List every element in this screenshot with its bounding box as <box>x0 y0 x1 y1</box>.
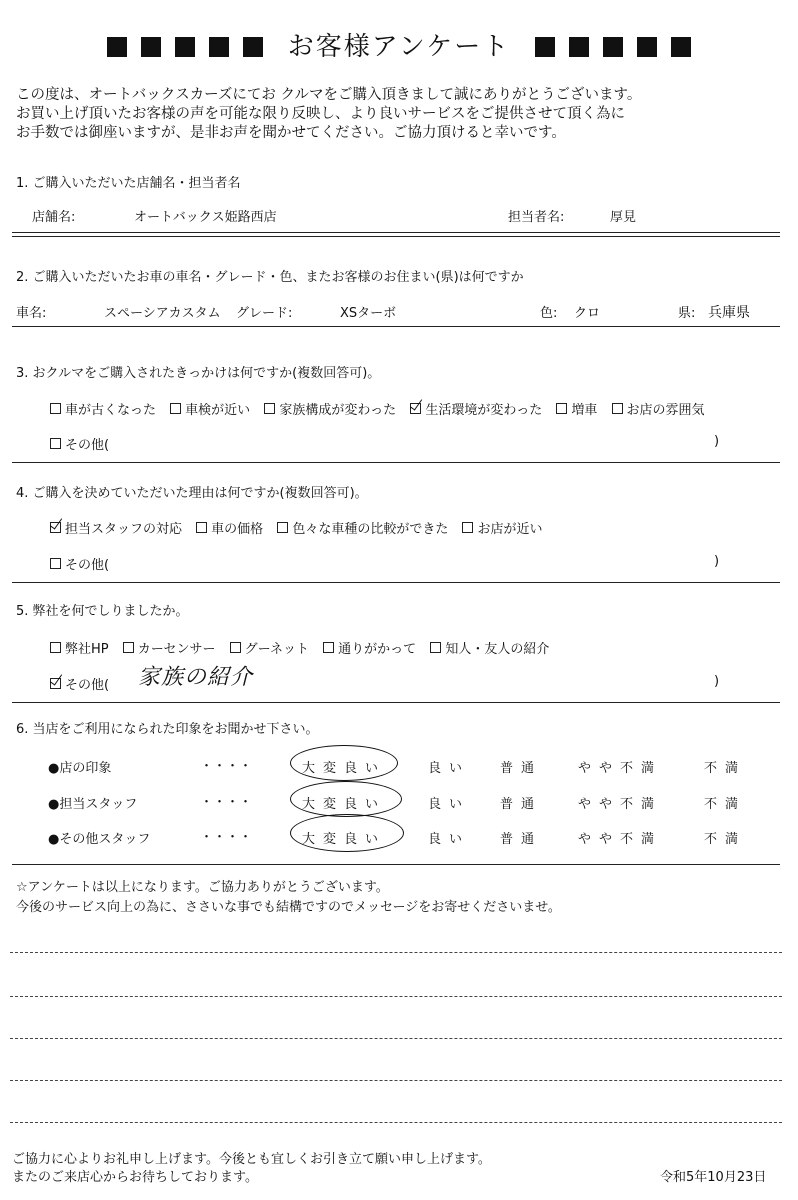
message-line[interactable] <box>10 1122 782 1123</box>
checkbox[interactable] <box>430 642 441 653</box>
intro-line: お手数では御座いますが、是非お声を聞かせてください。ご協力頂けると幸いです。 <box>16 125 566 141</box>
checkbox[interactable] <box>264 403 275 414</box>
title-square-decoration <box>107 37 127 57</box>
prefecture-label: 県: <box>678 306 696 321</box>
car-label: 車名: <box>16 306 47 321</box>
rating-very-good[interactable]: 大変良い <box>302 797 387 812</box>
checkbox[interactable] <box>123 642 134 653</box>
rating-good[interactable]: 良い <box>428 797 471 812</box>
color-label: 色: <box>540 306 558 321</box>
staff-label: 担当者名: <box>508 210 565 225</box>
option-label: カーセンサー <box>137 642 216 657</box>
checkbox[interactable] <box>230 642 241 653</box>
survey-title <box>0 26 798 63</box>
option-label: お店の雰囲気 <box>626 403 705 418</box>
footer-date: 令和5年10月23日 <box>660 1170 767 1185</box>
q4-option[interactable] <box>462 522 542 537</box>
title-square-decoration <box>603 37 623 57</box>
prefecture-value: 兵庫県 <box>708 305 750 321</box>
q3-other-close: ) <box>714 434 720 449</box>
checkbox[interactable] <box>556 403 567 414</box>
q1-heading: 1. ご購入いただいた店舗名・担当者名 <box>16 176 241 191</box>
option-label: 増車 <box>571 403 598 418</box>
rating-normal[interactable]: 普通 <box>500 761 543 776</box>
rating-slightly-dissatisfied[interactable]: やや不満 <box>578 832 663 847</box>
rating-normal[interactable]: 普通 <box>500 832 543 847</box>
title-square-decoration <box>535 37 555 57</box>
section-divider <box>12 702 780 703</box>
q3-option[interactable] <box>556 403 597 418</box>
grade-label: グレード: <box>236 306 293 321</box>
q5-other-handwritten-answer: 家族の紹介 <box>138 665 254 690</box>
rating-row-label: ●担当スタッフ <box>48 797 138 812</box>
q5-option[interactable] <box>230 642 309 657</box>
footer-gratitude: ご協力に心よりお礼申し上げます。今後とも宜しくお引き立て願い申し上げます。 <box>12 1152 491 1167</box>
option-label: 弊社HP <box>65 642 109 657</box>
message-line[interactable] <box>10 1038 782 1039</box>
leader-dots: ・・・・ <box>200 759 253 774</box>
rating-good[interactable]: 良い <box>428 832 471 847</box>
checkbox[interactable] <box>462 522 473 533</box>
other-label: その他( <box>65 678 110 693</box>
section-divider <box>12 864 780 865</box>
option-label: 車検が近い <box>185 403 251 418</box>
intro-paragraph <box>16 86 641 143</box>
option-label: お店が近い <box>477 522 543 537</box>
checkbox[interactable] <box>50 558 61 569</box>
selected-rating-circle <box>290 814 404 852</box>
q3-other[interactable] <box>50 434 109 453</box>
q4-options <box>50 518 552 537</box>
checkbox[interactable] <box>196 522 207 533</box>
checkbox-checked[interactable] <box>50 678 61 689</box>
title-square-decoration <box>175 37 195 57</box>
q5-option[interactable] <box>430 642 549 657</box>
color-value: クロ <box>574 306 601 321</box>
section-divider <box>12 232 780 237</box>
option-label: 知人・友人の紹介 <box>445 642 550 657</box>
q5-option[interactable] <box>50 642 109 657</box>
rating-row-label: ●その他スタッフ <box>48 832 151 847</box>
footer-welcome: またのご来店心からお待ちしております。 <box>12 1170 258 1185</box>
title-square-decoration <box>209 37 229 57</box>
selected-rating-circle <box>290 745 398 781</box>
rating-dissatisfied[interactable]: 不満 <box>704 797 747 812</box>
q3-option[interactable] <box>264 403 396 418</box>
q4-other[interactable] <box>50 554 109 573</box>
q4-option[interactable] <box>50 522 182 537</box>
option-label: 家族構成が変わった <box>279 403 397 418</box>
title-square-decoration <box>141 37 161 57</box>
option-label: 生活環境が変わった <box>425 403 543 418</box>
title-square-decoration <box>569 37 589 57</box>
rating-dissatisfied[interactable]: 不満 <box>704 832 747 847</box>
option-label: グーネット <box>244 642 310 657</box>
option-label: 担当スタッフの対応 <box>65 522 183 537</box>
checkbox[interactable] <box>277 522 288 533</box>
q3-option[interactable] <box>410 403 542 418</box>
option-label: 車の価格 <box>211 522 264 537</box>
rating-row-label: ●店の印象 <box>48 761 112 776</box>
checkbox[interactable] <box>50 642 61 653</box>
q4-other-close: ) <box>714 554 720 569</box>
checkbox[interactable] <box>323 642 334 653</box>
option-label: 通りがかって <box>338 642 417 657</box>
checkbox-checked[interactable] <box>50 522 61 533</box>
section-divider <box>12 326 780 327</box>
q5-heading: 5. 弊社を何でしりましたか。 <box>16 604 189 619</box>
q3-option[interactable] <box>170 403 250 418</box>
q5-options <box>50 638 559 657</box>
rating-good[interactable]: 良い <box>428 761 471 776</box>
leader-dots: ・・・・ <box>200 795 253 810</box>
q6-heading: 6. 当店をご利用になられた印象をお聞かせ下さい。 <box>16 722 319 737</box>
section-divider <box>12 462 780 463</box>
other-label: その他( <box>65 438 110 453</box>
rating-dissatisfied[interactable]: 不満 <box>704 761 747 776</box>
checkbox-checked[interactable] <box>410 403 421 414</box>
q3-options <box>50 399 715 418</box>
page-title: お客様アンケート <box>287 32 511 62</box>
checkbox[interactable] <box>170 403 181 414</box>
q3-option[interactable] <box>50 403 156 418</box>
store-value: オートバックス姫路西店 <box>134 210 277 225</box>
rating-slightly-dissatisfied[interactable]: やや不満 <box>578 761 663 776</box>
q2-heading: 2. ご購入いただいたお車の車名・グレード・色、またお客様のお住まい(県)は何ですか <box>16 270 524 285</box>
checkbox[interactable] <box>612 403 623 414</box>
q5-option[interactable] <box>323 642 416 657</box>
q5-option[interactable] <box>123 642 216 657</box>
title-square-decoration <box>637 37 657 57</box>
message-line[interactable] <box>10 1080 782 1081</box>
intro-line: この度は、オートバックスカーズにてお クルマをご購入頂きまして誠にありがとうございます。 <box>16 87 642 103</box>
option-label: 車が古くなった <box>65 403 157 418</box>
closing-thanks: ☆アンケートは以上になります。ご協力ありがとうございます。 <box>16 880 389 895</box>
rating-normal[interactable]: 普通 <box>500 797 543 812</box>
q5-other-close: ) <box>714 674 720 689</box>
rating-very-good[interactable]: 大変良い <box>302 761 387 776</box>
title-square-decoration <box>671 37 691 57</box>
q4-option[interactable] <box>277 522 448 537</box>
store-label: 店舗名: <box>32 210 76 225</box>
q3-heading: 3. おクルマをご購入されたきっかけは何ですか(複数回答可)。 <box>16 366 381 381</box>
q5-other[interactable] <box>50 674 109 693</box>
q4-option[interactable] <box>196 522 263 537</box>
selected-rating-circle <box>290 781 402 817</box>
checkbox[interactable] <box>50 438 61 449</box>
rating-slightly-dissatisfied[interactable]: やや不満 <box>578 797 663 812</box>
q3-option[interactable] <box>612 403 705 418</box>
q4-heading: 4. ご購入を決めていただいた理由は何ですか(複数回答可)。 <box>16 486 368 501</box>
other-label: その他( <box>65 558 110 573</box>
option-label: 色々な車種の比較ができた <box>292 522 449 537</box>
title-square-decoration <box>243 37 263 57</box>
closing-request: 今後のサービス向上の為に、ささいな事でも結構ですのでメッセージをお寄せくださいませ。 <box>16 900 561 915</box>
message-line[interactable] <box>10 952 782 953</box>
message-line[interactable] <box>10 996 782 997</box>
leader-dots: ・・・・ <box>200 830 253 845</box>
rating-very-good[interactable]: 大変良い <box>302 832 387 847</box>
staff-value: 厚見 <box>610 210 637 225</box>
checkbox[interactable] <box>50 403 61 414</box>
grade-value: XSターボ <box>340 306 397 321</box>
car-value: スペーシアカスタム <box>104 306 221 321</box>
section-divider <box>12 582 780 583</box>
intro-line: お買い上げ頂いたお客様の声を可能な限り反映し、より良いサービスをご提供させて頂く為に <box>16 106 625 122</box>
